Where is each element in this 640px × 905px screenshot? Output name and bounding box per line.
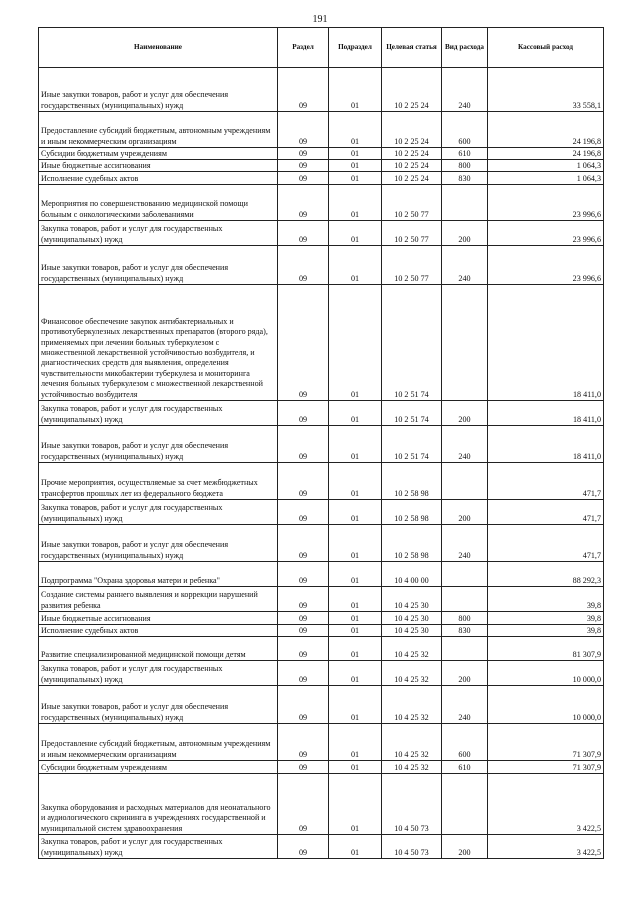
- table-cell-target: 10 4 00 00: [382, 562, 442, 587]
- table-cell-subsection: 01: [329, 185, 382, 221]
- table-cell-subsection: 01: [329, 160, 382, 172]
- table-cell-name: Создание системы раннего выявления и коррекции нарушений развития ребенка: [39, 587, 278, 612]
- table-cell-kind: 200: [442, 835, 488, 859]
- table-cell-name: Иные бюджетные ассигнования: [39, 160, 278, 172]
- table-row: [39, 562, 604, 587]
- table-cell-amount: 471,7: [488, 463, 604, 500]
- table-cell-subsection: 01: [329, 68, 382, 112]
- table-cell-subsection: 01: [329, 401, 382, 426]
- table-cell-amount: 18 411,0: [488, 401, 604, 426]
- table-cell-section: 09: [278, 835, 329, 859]
- table-row: [39, 525, 604, 562]
- table-body: [39, 68, 604, 859]
- table-cell-subsection: 01: [329, 587, 382, 612]
- table-cell-amount: 3 422,5: [488, 774, 604, 835]
- table-cell-subsection: 01: [329, 246, 382, 285]
- table-cell-amount: 23 996,6: [488, 221, 604, 246]
- table-cell-amount: 10 000,0: [488, 686, 604, 724]
- table-cell-amount: 10 000,0: [488, 661, 604, 686]
- table-cell-target: 10 2 25 24: [382, 148, 442, 160]
- table-cell-name: Иные закупки товаров, работ и услуг для обеспечения государственных (муниципальных) нужд: [39, 525, 278, 562]
- table-cell-name: Иные закупки товаров, работ и услуг для обеспечения государственных (муниципальных) нужд: [39, 426, 278, 463]
- table-cell-target: 10 4 25 30: [382, 612, 442, 625]
- table-header-row: [39, 28, 604, 68]
- table-cell-name: Закупка товаров, работ и услуг для государственных (муниципальных) нужд: [39, 835, 278, 859]
- table-cell-section: 09: [278, 68, 329, 112]
- header-subsection: Подраздел: [329, 28, 382, 68]
- table-cell-kind: [442, 463, 488, 500]
- table-cell-name: Предоставление субсидий бюджетным, автономным учреждениям и иным некоммерческим организациям: [39, 112, 278, 148]
- table-cell-amount: 1 064,3: [488, 172, 604, 185]
- header-amount: Кассовый расход: [488, 28, 604, 68]
- table-row: [39, 761, 604, 774]
- table-cell-name: Развитие специализированной медицинской помощи детям: [39, 637, 278, 661]
- table-cell-kind: [442, 637, 488, 661]
- table-cell-amount: 81 307,9: [488, 637, 604, 661]
- table-cell-subsection: 01: [329, 112, 382, 148]
- table-cell-name: Закупка товаров, работ и услуг для государственных (муниципальных) нужд: [39, 661, 278, 686]
- table-cell-amount: 88 292,3: [488, 562, 604, 587]
- table-cell-target: 10 2 58 98: [382, 500, 442, 525]
- table-cell-kind: 200: [442, 401, 488, 426]
- table-cell-section: 09: [278, 500, 329, 525]
- table-cell-kind: [442, 185, 488, 221]
- table-cell-subsection: 01: [329, 172, 382, 185]
- table-cell-section: 09: [278, 761, 329, 774]
- table-cell-kind: 600: [442, 724, 488, 761]
- table-cell-name: Субсидии бюджетным учреждениям: [39, 761, 278, 774]
- table-cell-section: 09: [278, 185, 329, 221]
- table-cell-subsection: 01: [329, 612, 382, 625]
- table-cell-kind: 830: [442, 625, 488, 637]
- table-cell-subsection: 01: [329, 661, 382, 686]
- header-target: Целевая статья: [382, 28, 442, 68]
- table-cell-section: 09: [278, 463, 329, 500]
- table-cell-kind: 610: [442, 148, 488, 160]
- table-cell-subsection: 01: [329, 835, 382, 859]
- table-cell-section: 09: [278, 221, 329, 246]
- table-cell-target: 10 2 25 24: [382, 160, 442, 172]
- table-cell-amount: 471,7: [488, 525, 604, 562]
- table-cell-amount: 18 411,0: [488, 426, 604, 463]
- table-cell-name: Финансовое обеспечение закупок антибактериальных и противотуберкулезных лекарственных препаратов (второго ряда), применяемых при лечении больных туберкулезом с множественной лекарственной устойчивостью возбудителя, и диагностических средств для выявления, определения чувствительности микобактерии туберкулеза и мониторинга лечения больных туберкулезом с множественной лекарственной устойчивостью возбудителя: [39, 285, 278, 401]
- table-cell-target: 10 4 25 32: [382, 686, 442, 724]
- table-cell-amount: 471,7: [488, 500, 604, 525]
- table-cell-subsection: 01: [329, 285, 382, 401]
- table-cell-target: 10 2 50 77: [382, 185, 442, 221]
- table-row: [39, 426, 604, 463]
- table-cell-section: 09: [278, 172, 329, 185]
- table-cell-kind: 200: [442, 661, 488, 686]
- table-cell-section: 09: [278, 401, 329, 426]
- table-row: [39, 686, 604, 724]
- table-cell-section: 09: [278, 285, 329, 401]
- table-cell-target: 10 4 25 32: [382, 761, 442, 774]
- table-row: [39, 221, 604, 246]
- header-section: Раздел: [278, 28, 329, 68]
- table-cell-amount: 71 307,9: [488, 761, 604, 774]
- table-cell-name: Прочие мероприятия, осуществляемые за счет межбюджетных трансфертов прошлых лет из федерального бюджета: [39, 463, 278, 500]
- table-cell-amount: 39,8: [488, 612, 604, 625]
- table-cell-section: 09: [278, 525, 329, 562]
- table-cell-kind: [442, 774, 488, 835]
- table-cell-subsection: 01: [329, 525, 382, 562]
- table-row: [39, 774, 604, 835]
- table-cell-target: 10 2 51 74: [382, 401, 442, 426]
- table-cell-subsection: 01: [329, 426, 382, 463]
- table-cell-section: 09: [278, 625, 329, 637]
- expenditure-table: [38, 27, 604, 859]
- table-row: [39, 68, 604, 112]
- table-row: [39, 401, 604, 426]
- table-cell-amount: 23 996,6: [488, 246, 604, 285]
- table-cell-target: 10 2 51 74: [382, 285, 442, 401]
- table-cell-target: 10 2 25 24: [382, 112, 442, 148]
- table-cell-kind: 240: [442, 68, 488, 112]
- table-cell-name: Предоставление субсидий бюджетным, автономным учреждениям и иным некоммерческим организациям: [39, 724, 278, 761]
- header-kind: Вид расхода: [442, 28, 488, 68]
- table-cell-subsection: 01: [329, 774, 382, 835]
- table-cell-name: Исполнение судебных актов: [39, 172, 278, 185]
- table-cell-target: 10 2 58 98: [382, 525, 442, 562]
- table-cell-kind: 240: [442, 686, 488, 724]
- table-cell-name: Иные закупки товаров, работ и услуг для обеспечения государственных (муниципальных) нужд: [39, 686, 278, 724]
- table-cell-kind: 830: [442, 172, 488, 185]
- table-cell-section: 09: [278, 562, 329, 587]
- table-cell-kind: 610: [442, 761, 488, 774]
- table-cell-target: 10 4 50 73: [382, 835, 442, 859]
- table-cell-target: 10 4 25 32: [382, 724, 442, 761]
- table-cell-section: 09: [278, 686, 329, 724]
- table-cell-amount: 24 196,8: [488, 148, 604, 160]
- table-cell-target: 10 4 25 32: [382, 637, 442, 661]
- table-row: [39, 724, 604, 761]
- table-cell-section: 09: [278, 246, 329, 285]
- table-cell-target: 10 4 50 73: [382, 774, 442, 835]
- table-cell-amount: 39,8: [488, 625, 604, 637]
- table-cell-subsection: 01: [329, 463, 382, 500]
- table-cell-name: Подпрограмма "Охрана здоровья матери и ребенка": [39, 562, 278, 587]
- table-cell-subsection: 01: [329, 761, 382, 774]
- table-cell-name: Закупка оборудования и расходных материалов для неонатального и аудиологического скрининга в учреждениях государственной и муниципальной систем здравоохранения: [39, 774, 278, 835]
- table-cell-section: 09: [278, 637, 329, 661]
- table-cell-name: Субсидии бюджетным учреждениям: [39, 148, 278, 160]
- table-cell-subsection: 01: [329, 686, 382, 724]
- table-cell-amount: 3 422,5: [488, 835, 604, 859]
- table-cell-amount: 23 996,6: [488, 185, 604, 221]
- table-cell-target: 10 2 58 98: [382, 463, 442, 500]
- table-cell-target: 10 2 50 77: [382, 221, 442, 246]
- table-cell-section: 09: [278, 160, 329, 172]
- table-cell-kind: 200: [442, 500, 488, 525]
- table-cell-subsection: 01: [329, 562, 382, 587]
- table-cell-target: 10 4 25 30: [382, 587, 442, 612]
- table-cell-target: 10 4 25 30: [382, 625, 442, 637]
- table-cell-name: Закупка товаров, работ и услуг для государственных (муниципальных) нужд: [39, 500, 278, 525]
- table-row: [39, 246, 604, 285]
- table-cell-kind: 800: [442, 160, 488, 172]
- table-cell-kind: 240: [442, 426, 488, 463]
- table-cell-subsection: 01: [329, 724, 382, 761]
- table-cell-name: Мероприятия по совершенствованию медицинской помощи больным с онкологическими заболеваниями: [39, 185, 278, 221]
- table-cell-section: 09: [278, 112, 329, 148]
- table-row: [39, 637, 604, 661]
- table-row: [39, 463, 604, 500]
- table-row: [39, 112, 604, 148]
- table-cell-section: 09: [278, 587, 329, 612]
- table-cell-name: Иные закупки товаров, работ и услуг для обеспечения государственных (муниципальных) нужд: [39, 246, 278, 285]
- table-cell-kind: [442, 587, 488, 612]
- table-row: [39, 185, 604, 221]
- table-cell-amount: 39,8: [488, 587, 604, 612]
- table-cell-target: 10 2 25 24: [382, 68, 442, 112]
- table-cell-amount: 1 064,3: [488, 160, 604, 172]
- table-cell-target: 10 2 25 24: [382, 172, 442, 185]
- table-cell-kind: 800: [442, 612, 488, 625]
- table-cell-section: 09: [278, 661, 329, 686]
- table-cell-name: Иные бюджетные ассигнования: [39, 612, 278, 625]
- table-cell-name: Исполнение судебных актов: [39, 625, 278, 637]
- table-cell-kind: 240: [442, 246, 488, 285]
- table-row: [39, 661, 604, 686]
- table-cell-subsection: 01: [329, 148, 382, 160]
- table-cell-amount: 33 558,1: [488, 68, 604, 112]
- table-cell-target: 10 2 51 74: [382, 426, 442, 463]
- table-cell-name: Закупка товаров, работ и услуг для государственных (муниципальных) нужд: [39, 401, 278, 426]
- table-cell-subsection: 01: [329, 625, 382, 637]
- table-row: [39, 500, 604, 525]
- table-row: [39, 835, 604, 859]
- table-row: [39, 587, 604, 612]
- table-cell-subsection: 01: [329, 500, 382, 525]
- table-cell-section: 09: [278, 148, 329, 160]
- table-cell-section: 09: [278, 612, 329, 625]
- table-cell-name: Иные закупки товаров, работ и услуг для обеспечения государственных (муниципальных) нужд: [39, 68, 278, 112]
- table-cell-section: 09: [278, 724, 329, 761]
- table-cell-amount: 71 307,9: [488, 724, 604, 761]
- table-cell-name: Закупка товаров, работ и услуг для государственных (муниципальных) нужд: [39, 221, 278, 246]
- table-cell-section: 09: [278, 426, 329, 463]
- table-cell-amount: 18 411,0: [488, 285, 604, 401]
- page-number: 191: [312, 14, 328, 25]
- table-row: [39, 285, 604, 401]
- table-cell-kind: [442, 285, 488, 401]
- table-cell-target: 10 2 50 77: [382, 246, 442, 285]
- table-row: [39, 160, 604, 172]
- table-cell-section: 09: [278, 774, 329, 835]
- table-row: [39, 612, 604, 625]
- table-row: [39, 625, 604, 637]
- table-cell-kind: 200: [442, 221, 488, 246]
- table-cell-subsection: 01: [329, 637, 382, 661]
- table-cell-kind: 600: [442, 112, 488, 148]
- table-row: [39, 148, 604, 160]
- table-cell-target: 10 4 25 32: [382, 661, 442, 686]
- table-cell-kind: [442, 562, 488, 587]
- header-name: Наименование: [39, 28, 278, 68]
- table-cell-kind: 240: [442, 525, 488, 562]
- table-cell-subsection: 01: [329, 221, 382, 246]
- table-row: [39, 172, 604, 185]
- table-cell-amount: 24 196,8: [488, 112, 604, 148]
